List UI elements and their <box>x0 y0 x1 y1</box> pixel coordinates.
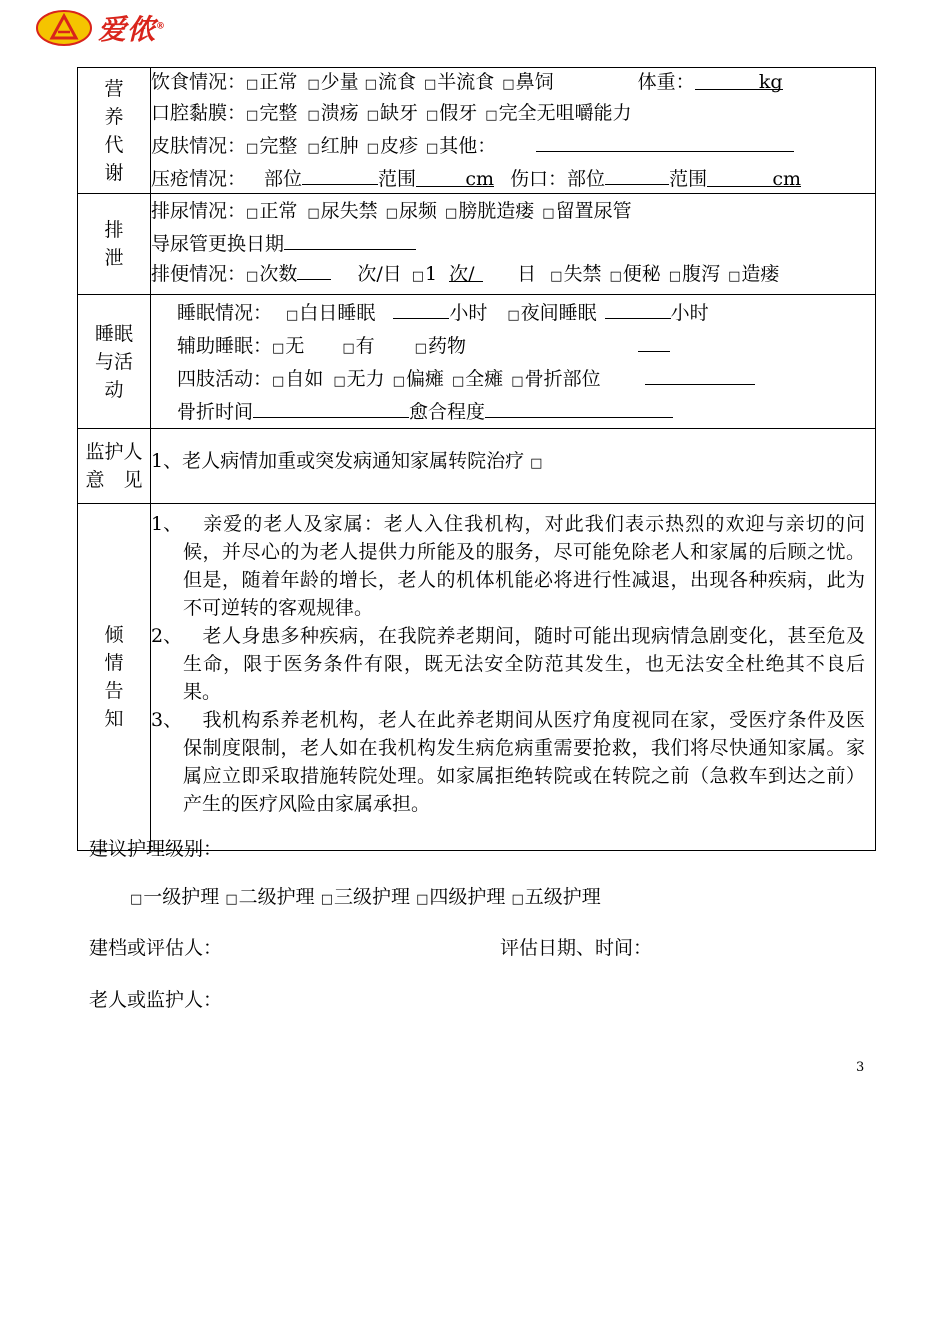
checkbox[interactable]: □ <box>425 108 439 123</box>
checkbox[interactable]: □ <box>342 341 355 356</box>
date-label: 评估日期、时间： <box>500 937 653 959</box>
stool-per-field[interactable]: 次/ <box>449 260 483 282</box>
excretion-label: 排 泄 <box>78 194 151 295</box>
checkbox[interactable]: □ <box>366 108 379 123</box>
checkbox[interactable]: □ <box>272 374 285 389</box>
diet-line: 饮食情况： □ 正常 □ 少量 □ 流食 □ 半流食 □ 鼻饲 体重： kg <box>151 68 875 99</box>
checkbox[interactable]: □ <box>246 141 259 156</box>
checkbox[interactable]: □ <box>425 141 439 156</box>
checkbox[interactable]: □ <box>550 269 563 284</box>
notice-content <box>151 504 876 851</box>
checkbox[interactable]: □ <box>246 77 259 92</box>
page-number: 3 <box>856 1060 865 1075</box>
notice-item: 1、 亲爱的老人及家属：老人入住我机构，对此我们表示热烈的欢迎与亲切的问候，并尽心的为老人提供力所能及的服务，尽可能免除老人和家属的后顾之忧。但是，随着年龄的增长，老人的机体机能必将进行性减退，出现各种疾病，此为不可逆转的客观规律。 <box>151 513 865 619</box>
checkbox[interactable]: □ <box>511 892 524 907</box>
checkbox[interactable]: □ <box>385 206 398 221</box>
excretion-content <box>151 194 876 295</box>
checkbox[interactable]: □ <box>451 374 465 389</box>
aid-field[interactable] <box>638 330 670 352</box>
oral-line: 口腔黏膜： □ 完整 □ 溃疡 □ 缺牙 □ 假牙 □ 完全无咀嚼能力 <box>151 99 875 130</box>
checkbox[interactable]: □ <box>423 77 437 92</box>
checkbox[interactable]: □ <box>307 141 320 156</box>
assessor-label: 建档或评估人： <box>89 937 223 959</box>
stool-line: 排便情况： □ 次数 次/日 □ 1 次/ 日 □ 失禁 □ 便秘 □ 腹泻 □ 造瘘 <box>151 258 875 291</box>
sleep-line: 睡眠情况： □ 白日睡眠 小时 □ 夜间睡眠 小时 <box>177 297 875 330</box>
checkbox[interactable]: □ <box>392 374 405 389</box>
checkbox[interactable]: □ <box>414 341 427 356</box>
checkbox[interactable]: □ <box>286 308 299 323</box>
sleep-row <box>78 295 876 429</box>
stool-count-field[interactable] <box>297 258 331 280</box>
checkbox[interactable]: □ <box>130 892 143 907</box>
checkbox[interactable]: □ <box>307 206 320 221</box>
checkbox[interactable]: □ <box>333 374 346 389</box>
notice-item: 3、 我机构系养老机构，老人在此养老期间从医疗角度视同在家，受医疗条件及医保制度限制，老人如在我机构发生病危病重需要抢救，我们将尽快通知家属。家属应立即采取措施转院处理。如家属拒绝转院或在转院之前（急救车到达之前）产生的医疗风险由家属承担。 <box>151 709 865 815</box>
sleep-label: 睡眠 与活 动 <box>78 295 151 429</box>
excretion-row <box>78 194 876 295</box>
healing-field[interactable] <box>485 396 673 418</box>
wound-range-field[interactable]: cm <box>707 165 801 187</box>
checkbox[interactable]: □ <box>507 308 520 323</box>
checkbox[interactable]: □ <box>609 269 622 284</box>
skin-line: 皮肤情况： □ 完整 □ 红肿 □ 皮疹 □ 其他： <box>151 130 875 163</box>
checkbox[interactable]: □ <box>502 77 515 92</box>
guardian-row <box>78 429 876 504</box>
checkbox[interactable]: □ <box>272 341 285 356</box>
care-level-options: □一级护理 □二级护理 □三级护理 □四级护理 □五级护理 <box>130 886 601 908</box>
urine-line: 排尿情况： □ 正常 □ 尿失禁 □ 尿频 □ 膀胱造瘘 □ 留置尿管 <box>151 197 875 228</box>
assessment-table <box>77 67 876 851</box>
checkbox[interactable]: □ <box>444 206 458 221</box>
pressure-part-field[interactable] <box>302 163 378 185</box>
pressure-line: 压疮情况： 部位 范围 cm 伤口：部位 范围 cm <box>151 163 875 193</box>
checkbox[interactable]: □ <box>225 892 238 907</box>
fracture-part-field[interactable] <box>645 363 755 385</box>
brand-logo <box>36 8 166 48</box>
checkbox[interactable]: □ <box>364 77 377 92</box>
weight-field[interactable]: kg <box>695 68 783 90</box>
nutrition-row <box>78 68 876 194</box>
care-level-label: 建议护理级别： <box>89 838 223 860</box>
night-sleep-field[interactable] <box>605 297 671 319</box>
aid-line: 辅助睡眠： □ 无 □ 有 □ 药物 <box>177 330 875 363</box>
checkbox[interactable]: □ <box>542 206 555 221</box>
notice-label: 倾 情 告 知 <box>78 504 151 851</box>
pressure-range-field[interactable]: cm <box>416 165 494 187</box>
checkbox[interactable]: □ <box>728 269 741 284</box>
sleep-content <box>151 295 876 429</box>
nutrition-label: 营 养 代 谢 <box>78 68 151 194</box>
checkbox[interactable]: □ <box>530 456 543 471</box>
checkbox[interactable]: □ <box>411 269 425 284</box>
wound-part-field[interactable] <box>605 163 669 185</box>
skin-other-field[interactable] <box>536 130 794 152</box>
checkbox[interactable]: □ <box>366 141 379 156</box>
day-sleep-field[interactable] <box>393 297 449 319</box>
checkbox[interactable]: □ <box>246 269 259 284</box>
fracture-time-field[interactable] <box>253 396 409 418</box>
checkbox[interactable]: □ <box>307 77 320 92</box>
catheter-line: 导尿管更换日期 <box>151 228 875 258</box>
checkbox[interactable]: □ <box>320 892 334 907</box>
notice-row <box>78 504 876 851</box>
nutrition-content <box>151 68 876 194</box>
notice-item: 2、 老人身患多种疾病，在我院养老期间，随时可能出现病情急剧变化，甚至危及生命，限于医务条件有限，既无法安全防范其发生，也无法安全杜绝其不良后果。 <box>151 625 865 703</box>
logo-icon <box>36 10 92 46</box>
guardian-label: 监护人 意 见 <box>78 429 151 504</box>
checkbox[interactable]: □ <box>416 892 429 907</box>
catheter-date-field[interactable] <box>284 228 416 250</box>
checkbox[interactable]: □ <box>485 108 498 123</box>
fracture-line: 骨折时间 愈合程度 <box>177 396 875 426</box>
elder-label: 老人或监护人： <box>89 989 223 1011</box>
guardian-content: 1、老人病情加重或突发病通知家属转院治疗 □ <box>151 429 876 504</box>
checkbox[interactable]: □ <box>307 108 320 123</box>
checkbox[interactable]: □ <box>246 108 259 123</box>
checkbox[interactable]: □ <box>511 374 524 389</box>
checkbox[interactable]: □ <box>246 206 259 221</box>
limb-line: 四肢活动： □ 自如 □ 无力 □ 偏瘫 □ 全瘫 □ 骨折部位 <box>177 363 875 396</box>
checkbox[interactable]: □ <box>668 269 682 284</box>
logo-text: 爱侬® <box>98 13 167 46</box>
